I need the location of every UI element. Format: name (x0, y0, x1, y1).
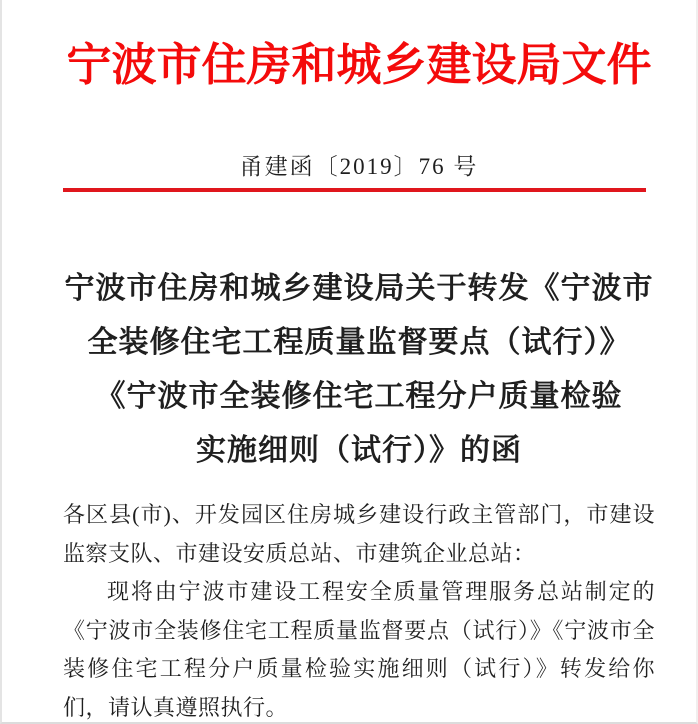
body-paragraph: 现将由宁波市建设工程安全质量管理服务总站制定的《宁波市全装修住宅工程质量监督要点（试行）》《宁波市全装修住宅工程分户质量检验实施细则（试行）》转发给你们，请认真遵照执行。 (63, 579, 655, 720)
document-reference-number: 甬建函〔2019〕76 号 (239, 154, 479, 179)
document-content (63, 0, 655, 724)
document-title-line-3: 《宁波市全装修住宅工程分户质量检验 (95, 380, 623, 413)
red-divider-rule (63, 188, 646, 192)
document-title-line-4: 实施细则（试行）》的函 (196, 434, 522, 467)
document-title (63, 262, 655, 478)
salutation-line: 各区县(市)、开发园区住房城乡建设行政主管部门，市建设监察支队、市建设安质总站、市建筑企业总站： (63, 502, 655, 566)
document-body (63, 496, 655, 724)
document-title-line-1: 宁波市住房和城乡建设局关于转发《宁波市 (64, 272, 654, 305)
agency-letterhead-title: 宁波市住房和城乡建设局文件 (66, 40, 652, 90)
document-title-line-2: 全装修住宅工程质量监督要点（试行）》 (87, 326, 631, 359)
